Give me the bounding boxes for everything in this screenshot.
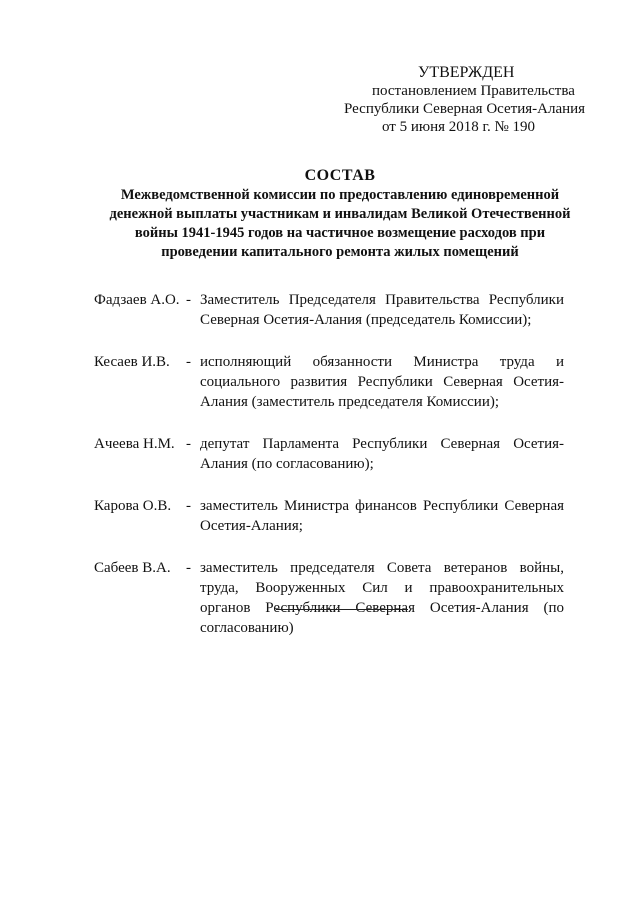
approval-heading: УТВЕРЖДЕН — [418, 64, 515, 81]
title-line-3: войны 1941-1945 годов на частичное возмещение расходов при — [134, 225, 546, 241]
member-row — [94, 352, 564, 412]
member-row — [94, 558, 564, 638]
member-role: исполняющий обязанности Министра труда и социального развития Республики Северная Осетия-Алания (заместитель председателя Комиссии); — [200, 354, 564, 410]
title-line-2: денежной выплаты участникам и инвалидам Великой Отечественной — [109, 206, 571, 222]
approval-resolution: постановлением Правительства — [372, 83, 575, 99]
member-role: заместитель председателя Совета ветеранов войны, труда, Вооруженных Сил и правоохранительных органов Республики Северная Осетия-Алания (по согласованию) — [200, 560, 564, 636]
member-dash: - — [186, 292, 191, 308]
member-row — [94, 496, 564, 536]
member-name: Карова О.В. — [94, 498, 172, 514]
member-name: Фадзаев А.О. — [94, 292, 180, 308]
member-name: Ачеева Н.М. — [94, 436, 175, 452]
title-main: СОСТАВ — [304, 167, 376, 184]
member-role: Заместитель Председателя Правительства Республики Северная Осетия-Алания (председатель Комиссии); — [200, 292, 564, 328]
member-name: Сабеев В.А. — [94, 560, 171, 576]
member-dash: - — [186, 354, 191, 370]
title-line-1: Межведомственной комиссии по предоставлению единовременной — [120, 187, 560, 203]
member-dash: - — [186, 436, 191, 452]
member-role: депутат Парламента Республики Северная Осетия-Алания (по согласованию); — [200, 436, 564, 472]
title-line-4: проведении капитального ремонта жилых помещений — [161, 244, 519, 260]
approval-stamp — [330, 64, 610, 136]
member-dash: - — [186, 498, 191, 514]
member-row — [94, 434, 564, 474]
member-row — [94, 290, 564, 330]
member-role: заместитель Министра финансов Республики Северная Осетия-Алания; — [200, 498, 564, 534]
members-list — [94, 290, 564, 660]
document-title — [60, 166, 620, 262]
approval-republic: Республики Северная Осетия-Алания — [344, 101, 586, 117]
member-name: Кесаев И.В. — [94, 354, 170, 370]
member-dash: - — [186, 560, 191, 576]
approval-date-number: от 5 июня 2018 г. № 190 — [382, 119, 536, 135]
closing-divider — [276, 609, 408, 610]
